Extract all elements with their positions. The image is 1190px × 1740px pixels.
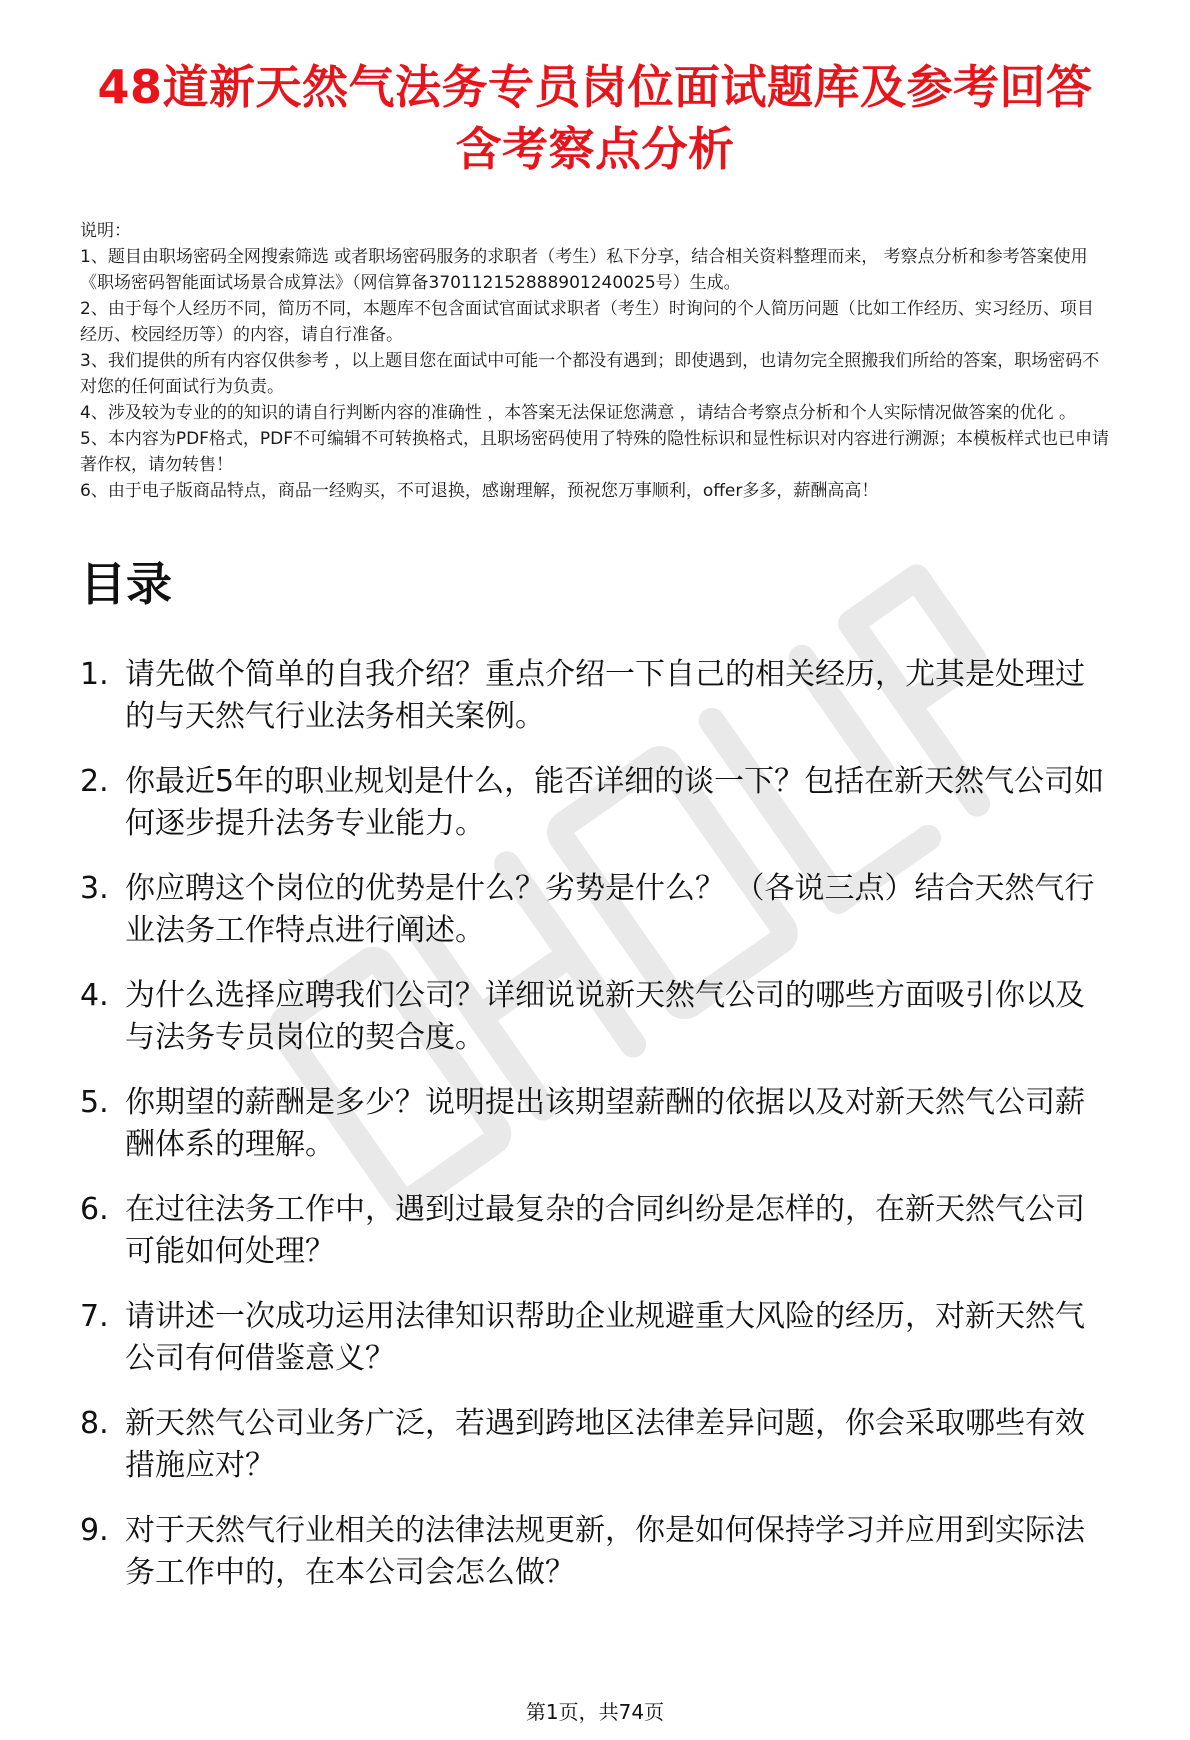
toc-heading: 目录	[80, 557, 172, 611]
toc-item-number: 5.	[80, 1085, 109, 1120]
toc-item[interactable]	[80, 1082, 1110, 1166]
notes-heading: 说明：	[80, 221, 131, 241]
toc-item-text: 新天然气公司业务广泛，若遇到跨地区法律差异问题，你会采取哪些有效措施应对？	[125, 1406, 1085, 1483]
note-item: 5、本内容为PDF格式，PDF不可编辑不可转换格式，且职场密码使用了特殊的隐性标识和显性标识对内容进行溯源；本模板样式也已申请著作权，请勿转售！	[80, 429, 1110, 475]
toc-list	[80, 654, 1110, 1594]
toc-item-number: 4.	[80, 978, 109, 1013]
page-footer: 第1页，共74页	[525, 1700, 665, 1724]
toc-item-text: 对于天然气行业相关的法律法规更新，你是如何保持学习并应用到实际法务工作中的，在本公司会怎么做？	[125, 1513, 1085, 1590]
notes-section	[80, 218, 1110, 504]
toc-item-number: 7.	[80, 1299, 109, 1334]
note-item: 1、题目由职场密码全网搜索筛选 或者职场密码服务的求职者（考生）私下分享，结合相关资料整理而来， 考察点分析和参考答案使用《职场密码智能面试场景合成算法》（网信算备370112152888901240025号）生成。	[80, 247, 1088, 293]
toc-item[interactable]	[80, 1510, 1110, 1594]
toc-item[interactable]	[80, 868, 1110, 952]
toc-item-text: 你应聘这个岗位的优势是什么？劣势是什么？ （各说三点）结合天然气行业法务工作特点进行阐述。	[125, 871, 1095, 948]
toc-item-number: 2.	[80, 764, 109, 799]
toc-item-text: 请讲述一次成功运用法律知识帮助企业规避重大风险的经历，对新天然气公司有何借鉴意义？	[125, 1299, 1085, 1376]
page	[0, 56, 1190, 1594]
toc-item-text: 你最近5年的职业规划是什么，能否详细的谈一下？包括在新天然气公司如何逐步提升法务专业能力。	[125, 764, 1105, 841]
toc-item-number: 1.	[80, 657, 109, 692]
note-item: 2、由于每个人经历不同，简历不同，本题库不包含面试官面试求职者（考生）时询问的个人简历问题（比如工作经历、实习经历、项目经历、校园经历等）的内容，请自行准备。	[80, 299, 1094, 345]
toc-item-text: 请先做个简单的自我介绍？重点介绍一下自己的相关经历，尤其是处理过的与天然气行业法务相关案例。	[125, 657, 1085, 734]
note-item: 3、我们提供的所有内容仅供参考 ，以上题目您在面试中可能一个都没有遇到；即使遇到，也请勿完全照搬我们所给的答案，职场密码不对您的任何面试行为负责。	[80, 351, 1100, 397]
toc-item-number: 8.	[80, 1406, 109, 1441]
toc-item[interactable]	[80, 761, 1110, 845]
toc-item-number: 3.	[80, 871, 109, 906]
note-item: 4、涉及较为专业的的知识的请自行判断内容的准确性 ，本答案无法保证您满意 ，请结合考察点分析和个人实际情况做答案的优化 。	[80, 403, 1077, 423]
note-item: 6、由于电子版商品特点，商品一经购买，不可退换，感谢理解，预祝您万事顺利，offer多多，薪酬高高！	[80, 481, 879, 501]
toc-item[interactable]	[80, 1296, 1110, 1380]
toc-item-text: 为什么选择应聘我们公司？详细说说新天然气公司的哪些方面吸引你以及与法务专员岗位的契合度。	[125, 978, 1085, 1055]
document-title: 48道新天然气法务专员岗位面试题库及参考回答含考察点分析	[97, 60, 1093, 176]
toc-item[interactable]	[80, 1403, 1110, 1487]
toc-item[interactable]	[80, 975, 1110, 1059]
toc-item-text: 你期望的薪酬是多少？说明提出该期望薪酬的依据以及对新天然气公司薪酬体系的理解。	[125, 1085, 1085, 1162]
toc-item[interactable]	[80, 1189, 1110, 1273]
toc-item[interactable]	[80, 654, 1110, 738]
toc-item-number: 6.	[80, 1192, 109, 1227]
toc-item-text: 在过往法务工作中，遇到过最复杂的合同纠纷是怎样的，在新天然气公司可能如何处理？	[125, 1192, 1085, 1269]
toc-item-number: 9.	[80, 1513, 109, 1548]
